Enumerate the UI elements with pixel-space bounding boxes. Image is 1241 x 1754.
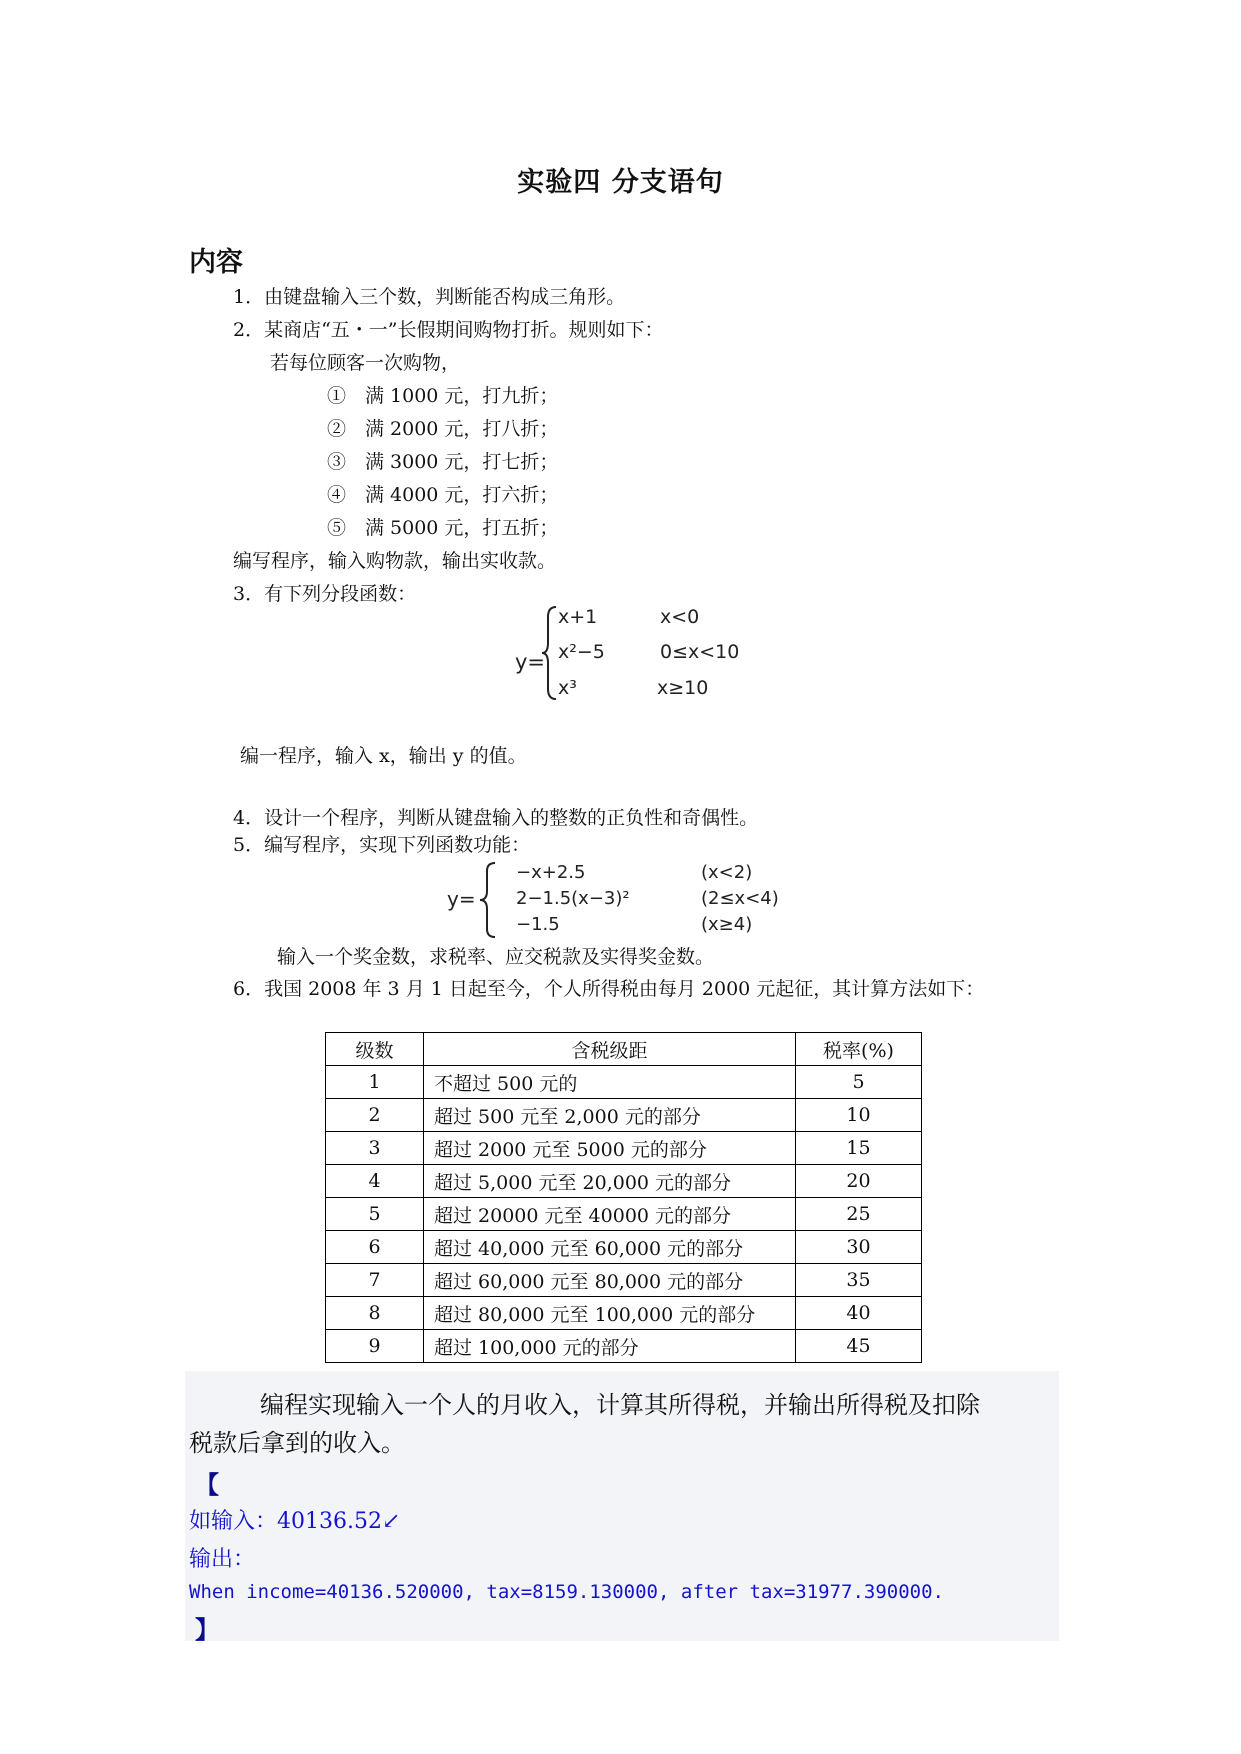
table-header: 税率(%) [796, 1033, 922, 1066]
table-row [326, 1132, 922, 1165]
question-6: 6．我国 2008 年 3 月 1 日起至今，个人所得税由每月 2000 元起征，其计算方法如下： [233, 978, 985, 1000]
question-3-task: 编一程序，输入 x，输出 y 的值。 [240, 745, 527, 767]
question-1: 1．由键盘输入三个数，判断能否构成三角形。 [233, 286, 626, 308]
table-cell: 4 [326, 1165, 424, 1198]
table-cell: 5 [796, 1066, 922, 1099]
question-2: 2．某商店“五・一”长假期间购物打折。规则如下： [233, 319, 664, 341]
formula-2-cond: (x≥4) [701, 914, 753, 935]
example-output: When income=40136.520000, tax=8159.130000, after tax=31977.390000. [189, 1581, 944, 1603]
table-cell: 20 [796, 1165, 922, 1198]
task-text-line1: 编程实现输入一个人的月收入，计算其所得税，并输出所得税及扣除 [260, 1391, 980, 1419]
close-bracket: 】 [195, 1616, 219, 1644]
formula-2-cond: (x<2) [701, 862, 753, 883]
table-cell: 9 [326, 1330, 424, 1363]
table-cell: 不超过 500 元的 [424, 1066, 796, 1099]
tax-table [325, 1032, 922, 1363]
formula-1-expr: x+1 [558, 606, 598, 628]
table-cell: 15 [796, 1132, 922, 1165]
table-cell: 超过 40,000 元至 60,000 元的部分 [424, 1231, 796, 1264]
rule-item: ④ 满 4000 元，打六折； [327, 484, 559, 506]
table-row [326, 1099, 922, 1132]
question-5: 5．编写程序，实现下列函数功能： [233, 834, 531, 856]
formula-2-expr: 2−1.5(x−3)² [516, 888, 630, 909]
formula-1-expr: x²−5 [558, 641, 605, 663]
formula-2-expr: −1.5 [516, 914, 560, 935]
task-text-line2: 税款后拿到的收入。 [189, 1429, 405, 1457]
table-cell: 超过 5,000 元至 20,000 元的部分 [424, 1165, 796, 1198]
table-row [326, 1264, 922, 1297]
table-header: 含税级距 [424, 1033, 796, 1066]
rule-item: ② 满 2000 元，打八折； [327, 418, 559, 440]
section-heading: 内容 [189, 247, 243, 278]
table-cell: 超过 2000 元至 5000 元的部分 [424, 1132, 796, 1165]
formula-1-cond: x≥10 [657, 677, 709, 699]
table-cell: 7 [326, 1264, 424, 1297]
question-5-task: 输入一个奖金数，求税率、应交税款及实得奖金数。 [277, 946, 715, 968]
table-cell: 45 [796, 1330, 922, 1363]
formula-1-cond: 0≤x<10 [660, 641, 740, 663]
table-cell: 8 [326, 1297, 424, 1330]
table-cell: 超过 20000 元至 40000 元的部分 [424, 1198, 796, 1231]
open-bracket: 【 [195, 1471, 219, 1499]
table-cell: 40 [796, 1297, 922, 1330]
table-cell: 30 [796, 1231, 922, 1264]
question-3: 3．有下列分段函数： [233, 583, 417, 605]
table-cell: 超过 100,000 元的部分 [424, 1330, 796, 1363]
example-box [185, 1371, 1059, 1644]
table-cell: 超过 500 元至 2,000 元的部分 [424, 1099, 796, 1132]
rule-item: ① 满 1000 元，打九折； [327, 385, 559, 407]
formula-1-brace [540, 605, 560, 701]
formula-1-expr: x³ [558, 677, 577, 699]
table-header-row [326, 1033, 922, 1066]
formula-2-brace [477, 861, 499, 939]
table-cell: 超过 60,000 元至 80,000 元的部分 [424, 1264, 796, 1297]
table-cell: 6 [326, 1231, 424, 1264]
rule-item: ③ 满 3000 元，打七折； [327, 451, 559, 473]
table-row [326, 1066, 922, 1099]
table-row [326, 1165, 922, 1198]
table-cell: 35 [796, 1264, 922, 1297]
table-header: 级数 [326, 1033, 424, 1066]
table-cell: 1 [326, 1066, 424, 1099]
table-cell: 3 [326, 1132, 424, 1165]
table-cell: 2 [326, 1099, 424, 1132]
example-input: 如输入：40136.52↙ [189, 1509, 401, 1534]
table-cell: 25 [796, 1198, 922, 1231]
table-row [326, 1198, 922, 1231]
page-title: 实验四 分支语句 [517, 167, 724, 198]
question-2-task: 编写程序，输入购物款，输出实收款。 [233, 550, 557, 572]
rule-item: ⑤ 满 5000 元，打五折； [327, 517, 559, 539]
formula-1-cond: x<0 [660, 606, 700, 628]
table-cell: 超过 80,000 元至 100,000 元的部分 [424, 1297, 796, 1330]
question-2-intro: 若每位顾客一次购物， [270, 352, 461, 374]
table-cell: 10 [796, 1099, 922, 1132]
table-cell: 5 [326, 1198, 424, 1231]
formula-2-lhs: y= [447, 887, 476, 911]
formula-2-expr: −x+2.5 [516, 862, 586, 883]
question-4: 4．设计一个程序，判断从键盘输入的整数的正负性和奇偶性。 [233, 807, 759, 829]
table-row [326, 1330, 922, 1363]
table-row [326, 1231, 922, 1264]
formula-1-lhs: y= [515, 650, 546, 674]
formula-2-cond: (2≤x<4) [701, 888, 779, 909]
table-row [326, 1297, 922, 1330]
example-output-label: 输出： [189, 1547, 256, 1572]
